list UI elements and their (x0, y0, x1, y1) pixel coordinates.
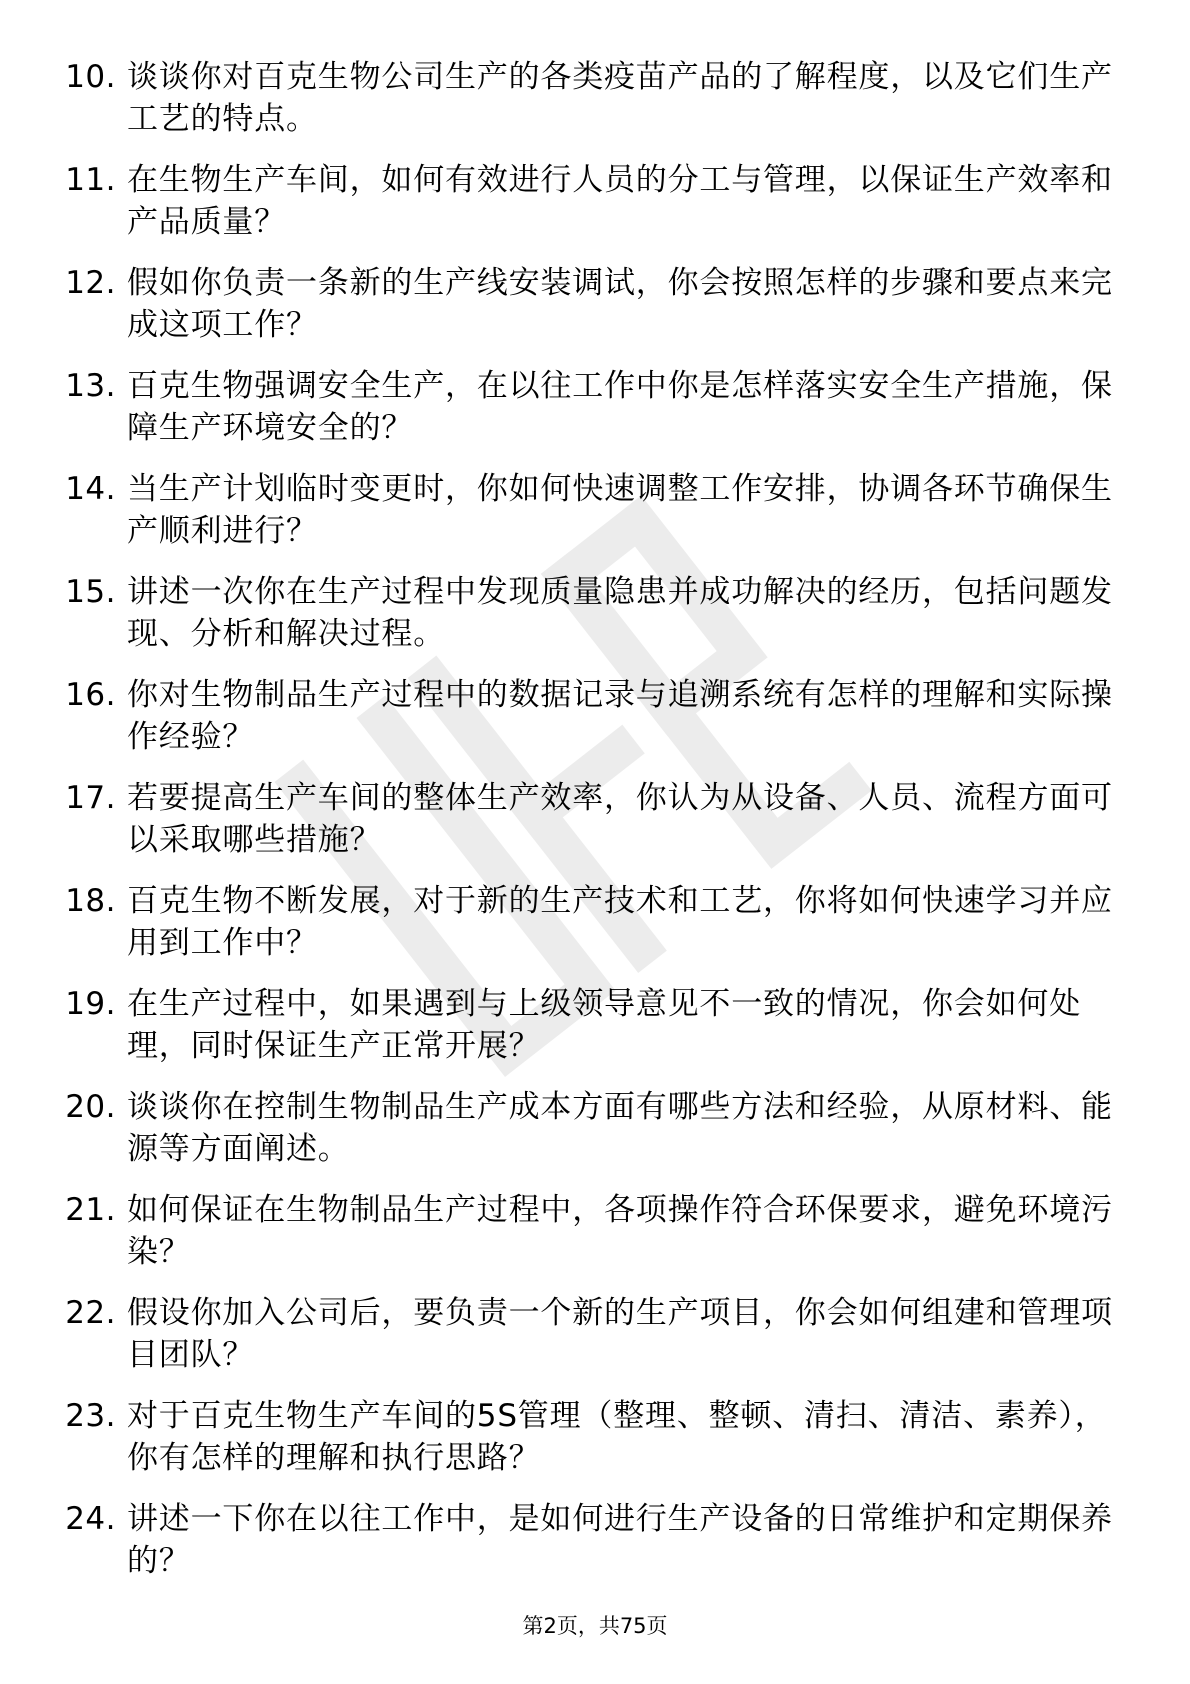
question-text: 若要提高生产车间的整体生产效率，你认为从设备、人员、流程方面可以采取哪些措施？ (127, 780, 1113, 858)
question-item (56, 880, 1136, 983)
question-item (56, 262, 1136, 365)
question-item (56, 1395, 1136, 1498)
question-list (56, 56, 1136, 1601)
question-text: 百克生物不断发展，对于新的生产技术和工艺，你将如何快速学习并应用到工作中？ (127, 883, 1113, 961)
page-number-label: 第2页，共75页 (522, 1614, 668, 1638)
question-number: 16. (65, 677, 116, 713)
question-item (56, 1292, 1136, 1395)
question-text: 谈谈你在控制生物制品生产成本方面有哪些方法和经验，从原材料、能源等方面阐述。 (127, 1089, 1113, 1167)
question-item (56, 56, 1136, 159)
question-text: 讲述一下你在以往工作中，是如何进行生产设备的日常维护和定期保养的？ (127, 1501, 1113, 1579)
question-number: 19. (65, 986, 116, 1022)
question-text: 讲述一次你在生产过程中发现质量隐患并成功解决的经历，包括问题发现、分析和解决过程。 (127, 574, 1113, 652)
page-footer (0, 1612, 1190, 1640)
question-text: 当生产计划临时变更时，你如何快速调整工作安排，协调各环节确保生产顺利进行？ (127, 471, 1113, 549)
question-item (56, 1189, 1136, 1292)
question-number: 17. (65, 780, 116, 816)
question-item (56, 159, 1136, 262)
question-text: 如何保证在生物制品生产过程中，各项操作符合环保要求，避免环境污染？ (127, 1192, 1113, 1270)
question-text: 假如你负责一条新的生产线安装调试，你会按照怎样的步骤和要点来完成这项工作？ (127, 265, 1113, 343)
question-number: 21. (65, 1192, 116, 1228)
question-number: 14. (65, 471, 116, 507)
question-number: 13. (65, 368, 116, 404)
question-number: 23. (65, 1398, 116, 1434)
question-text: 百克生物强调安全生产，在以往工作中你是怎样落实安全生产措施，保障生产环境安全的？ (127, 368, 1113, 446)
question-item (56, 365, 1136, 468)
question-item (56, 1498, 1136, 1601)
question-item (56, 777, 1136, 880)
question-number: 18. (65, 883, 116, 919)
question-text: 在生产过程中，如果遇到与上级领导意见不一致的情况，你会如何处理，同时保证生产正常开展？ (127, 986, 1081, 1064)
question-item (56, 571, 1136, 674)
question-text: 对于百克生物生产车间的5S管理（整理、整顿、清扫、清洁、素养），你有怎样的理解和执行思路？ (127, 1398, 1107, 1476)
question-item (56, 1086, 1136, 1189)
question-number: 12. (65, 265, 116, 301)
question-number: 10. (65, 59, 116, 95)
question-item (56, 468, 1136, 571)
question-item (56, 983, 1136, 1086)
question-number: 15. (65, 574, 116, 610)
question-number: 22. (65, 1295, 116, 1331)
question-number: 11. (65, 162, 116, 198)
question-text: 你对生物制品生产过程中的数据记录与追溯系统有怎样的理解和实际操作经验？ (127, 677, 1113, 755)
question-number: 24. (65, 1501, 116, 1537)
question-text: 在生物生产车间，如何有效进行人员的分工与管理，以保证生产效率和产品质量？ (127, 162, 1113, 240)
question-text: 假设你加入公司后，要负责一个新的生产项目，你会如何组建和管理项目团队？ (127, 1295, 1113, 1373)
question-text: 谈谈你对百克生物公司生产的各类疫苗产品的了解程度，以及它们生产工艺的特点。 (127, 59, 1113, 137)
question-item (56, 674, 1136, 777)
question-number: 20. (65, 1089, 116, 1125)
